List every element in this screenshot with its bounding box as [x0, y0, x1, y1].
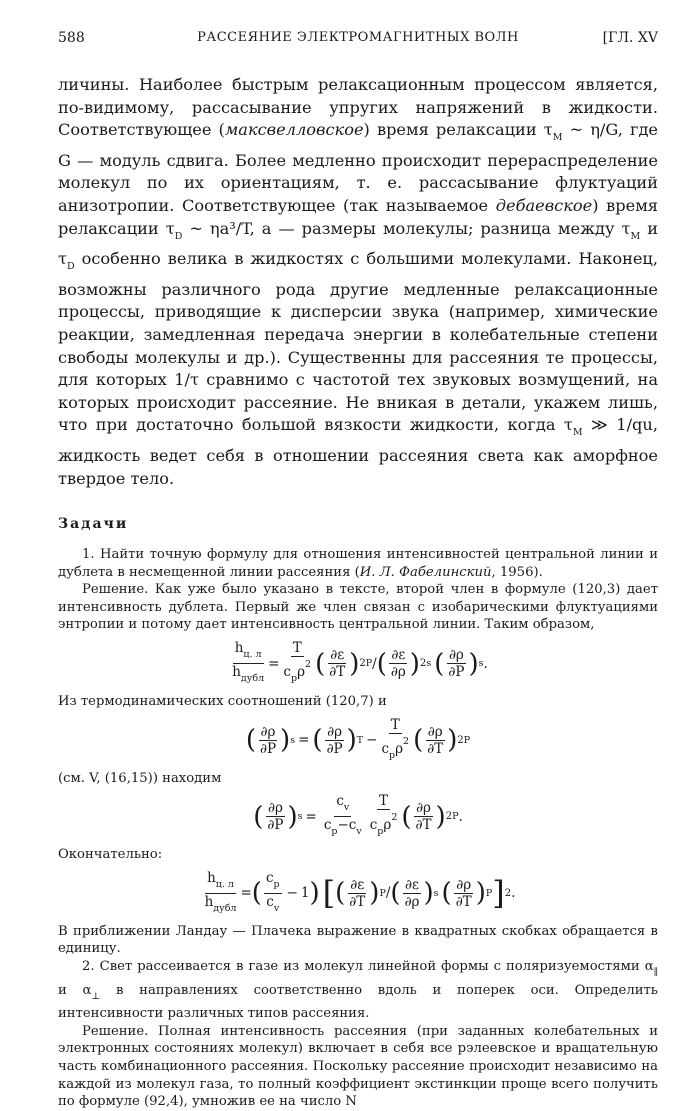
solution-1-thermo: Из термодинамических соотношений (120,7) и: [58, 694, 387, 710]
running-title: РАССЕЯНИЕ ЭЛЕКТРОМАГНИТНЫХ ВОЛН: [197, 30, 519, 45]
book-page: [58, 30, 658, 1111]
chapter-label: [ГЛ. XV: [602, 30, 658, 46]
solution-1-final-label: Окончательно:: [58, 847, 163, 863]
problem-2-statement: 2. Свет рассеивается в газе из молекул линейной формы с поляризуемостями $\alpha_\parallel$ и $\alpha_\perp$ в направлениях соответственно вдоль и поперек оси. Определить интенсивности различных типов рассеяния.: [58, 959, 658, 1022]
formula-adiabatic-compressibility: ( $\frac{\partial\rho}{\partial P}$ ) s = $\frac{c_v}{c_p-c_v}$ $\frac{T}{c_p\rho^2}$ ( $\frac{\partial\rho}{\partial T}$ ) 2 P .: [253, 793, 463, 838]
formula-intensity-ratio: $\frac{h_{ц. л}}{h_{дубл}}$ = $\frac{T}{c_p\rho^2}$ ( $\frac{\partial\varepsilon}{\partial T}$ ) 2 P / ( $\frac{\partial\varepsilon}{\partial\rho}$ ) 2 s ( $\frac{\partial\rho}{\partial P}$ ) s .: [232, 640, 488, 685]
solution-1-approximation: В приближении Ландау — Плачека выражение в квадратных скобках обращается в единицу.: [58, 923, 658, 957]
solution-1-text: Решение. Как уже было указано в тексте, второй член в формуле (120,3) дает интенсивность дублета. Первый же член связан с изобарическими флуктуациями энтропии и потому дает интенсивность центральной линии. Таким образом,: [58, 582, 658, 633]
formula-thermodynamic: ( $\frac{\partial\rho}{\partial P}$ ) s = ( $\frac{\partial\rho}{\partial P}$ ) T − $\frac{T}{c_p\rho^2}$ ( $\frac{\partial\rho}{\partial T}$ ) 2 P: [245, 716, 471, 761]
problems-heading: Задачи: [58, 516, 129, 533]
page-number: 588: [58, 30, 85, 46]
page-header: [58, 30, 658, 52]
solution-2-text: Решение. Полная интенсивность рассеяния (при заданных колебательных и электронных состояниях молекул) включает в себя все рэлеевское и вращательную часть комбинационного рассеяния. Поскольку рассеяние происходит независимо на каждой из молекул газа, то полный коэффициент экстинкции проще всего получить по формуле (92,4), умножив ее на число N: [58, 1023, 658, 1110]
formula-final-ratio: $\frac{h_{ц. л}}{h_{дубл}}$ = ( $\frac{c_p}{c_v}$ − 1 ) [ ( $\frac{\partial\varepsilon}{\partial T}$ ) P / ( $\frac{\partial\varepsilon}{\partial\rho}$ ) s ( $\frac{\partial\rho}{\partial T}$ ) P ] 2 .: [204, 869, 516, 914]
solution-1-reference: (см. V, (16,15)) находим: [58, 770, 222, 786]
main-paragraph: личины. Наиболее быстрым релаксационным процессом является, по-видимому, рассасывание упругих напряжений в жидкости. Соответствующее (максвелловское) время релаксации $\tau_M$ ~ η/G, где G — модуль сдвига. Более медленно происходит перераспределение молекул по их ориентациям, т. е. рассасывание флуктуаций анизотропии. Соответствующее (так называемое дебаевское) время релаксации $\tau_D$ ~ ηa³/T, a — размеры молекулы; разница между $\tau_M$ и $\tau_D$ особенно велика в жидкостях с большими молекулами. Наконец, возможны различного рода другие медленные релаксационные процессы, приводящие к дисперсии звука (например, химические реакции, замедленная передача энергии в колебательные степени свободы молекулы и др.). Существенны для рассеяния те процессы, для которых 1/τ сравнимо с частотой тех звуковых возмущений, на которых происходит рассеяние. Не вникая в детали, укажем лишь, что при достаточно большой вязкости жидкости, когда $\tau_M$ ≫ 1/qu, жидкость ведет себя в отношении рассеяния света как аморфное твердое тело.: [58, 75, 658, 488]
problem-1-statement: 1. Найти точную формулу для отношения интенсивностей центральной линии и дублета в несмещенной линии рассеяния (И. Л. Фабелинский, 1956).: [58, 547, 658, 580]
